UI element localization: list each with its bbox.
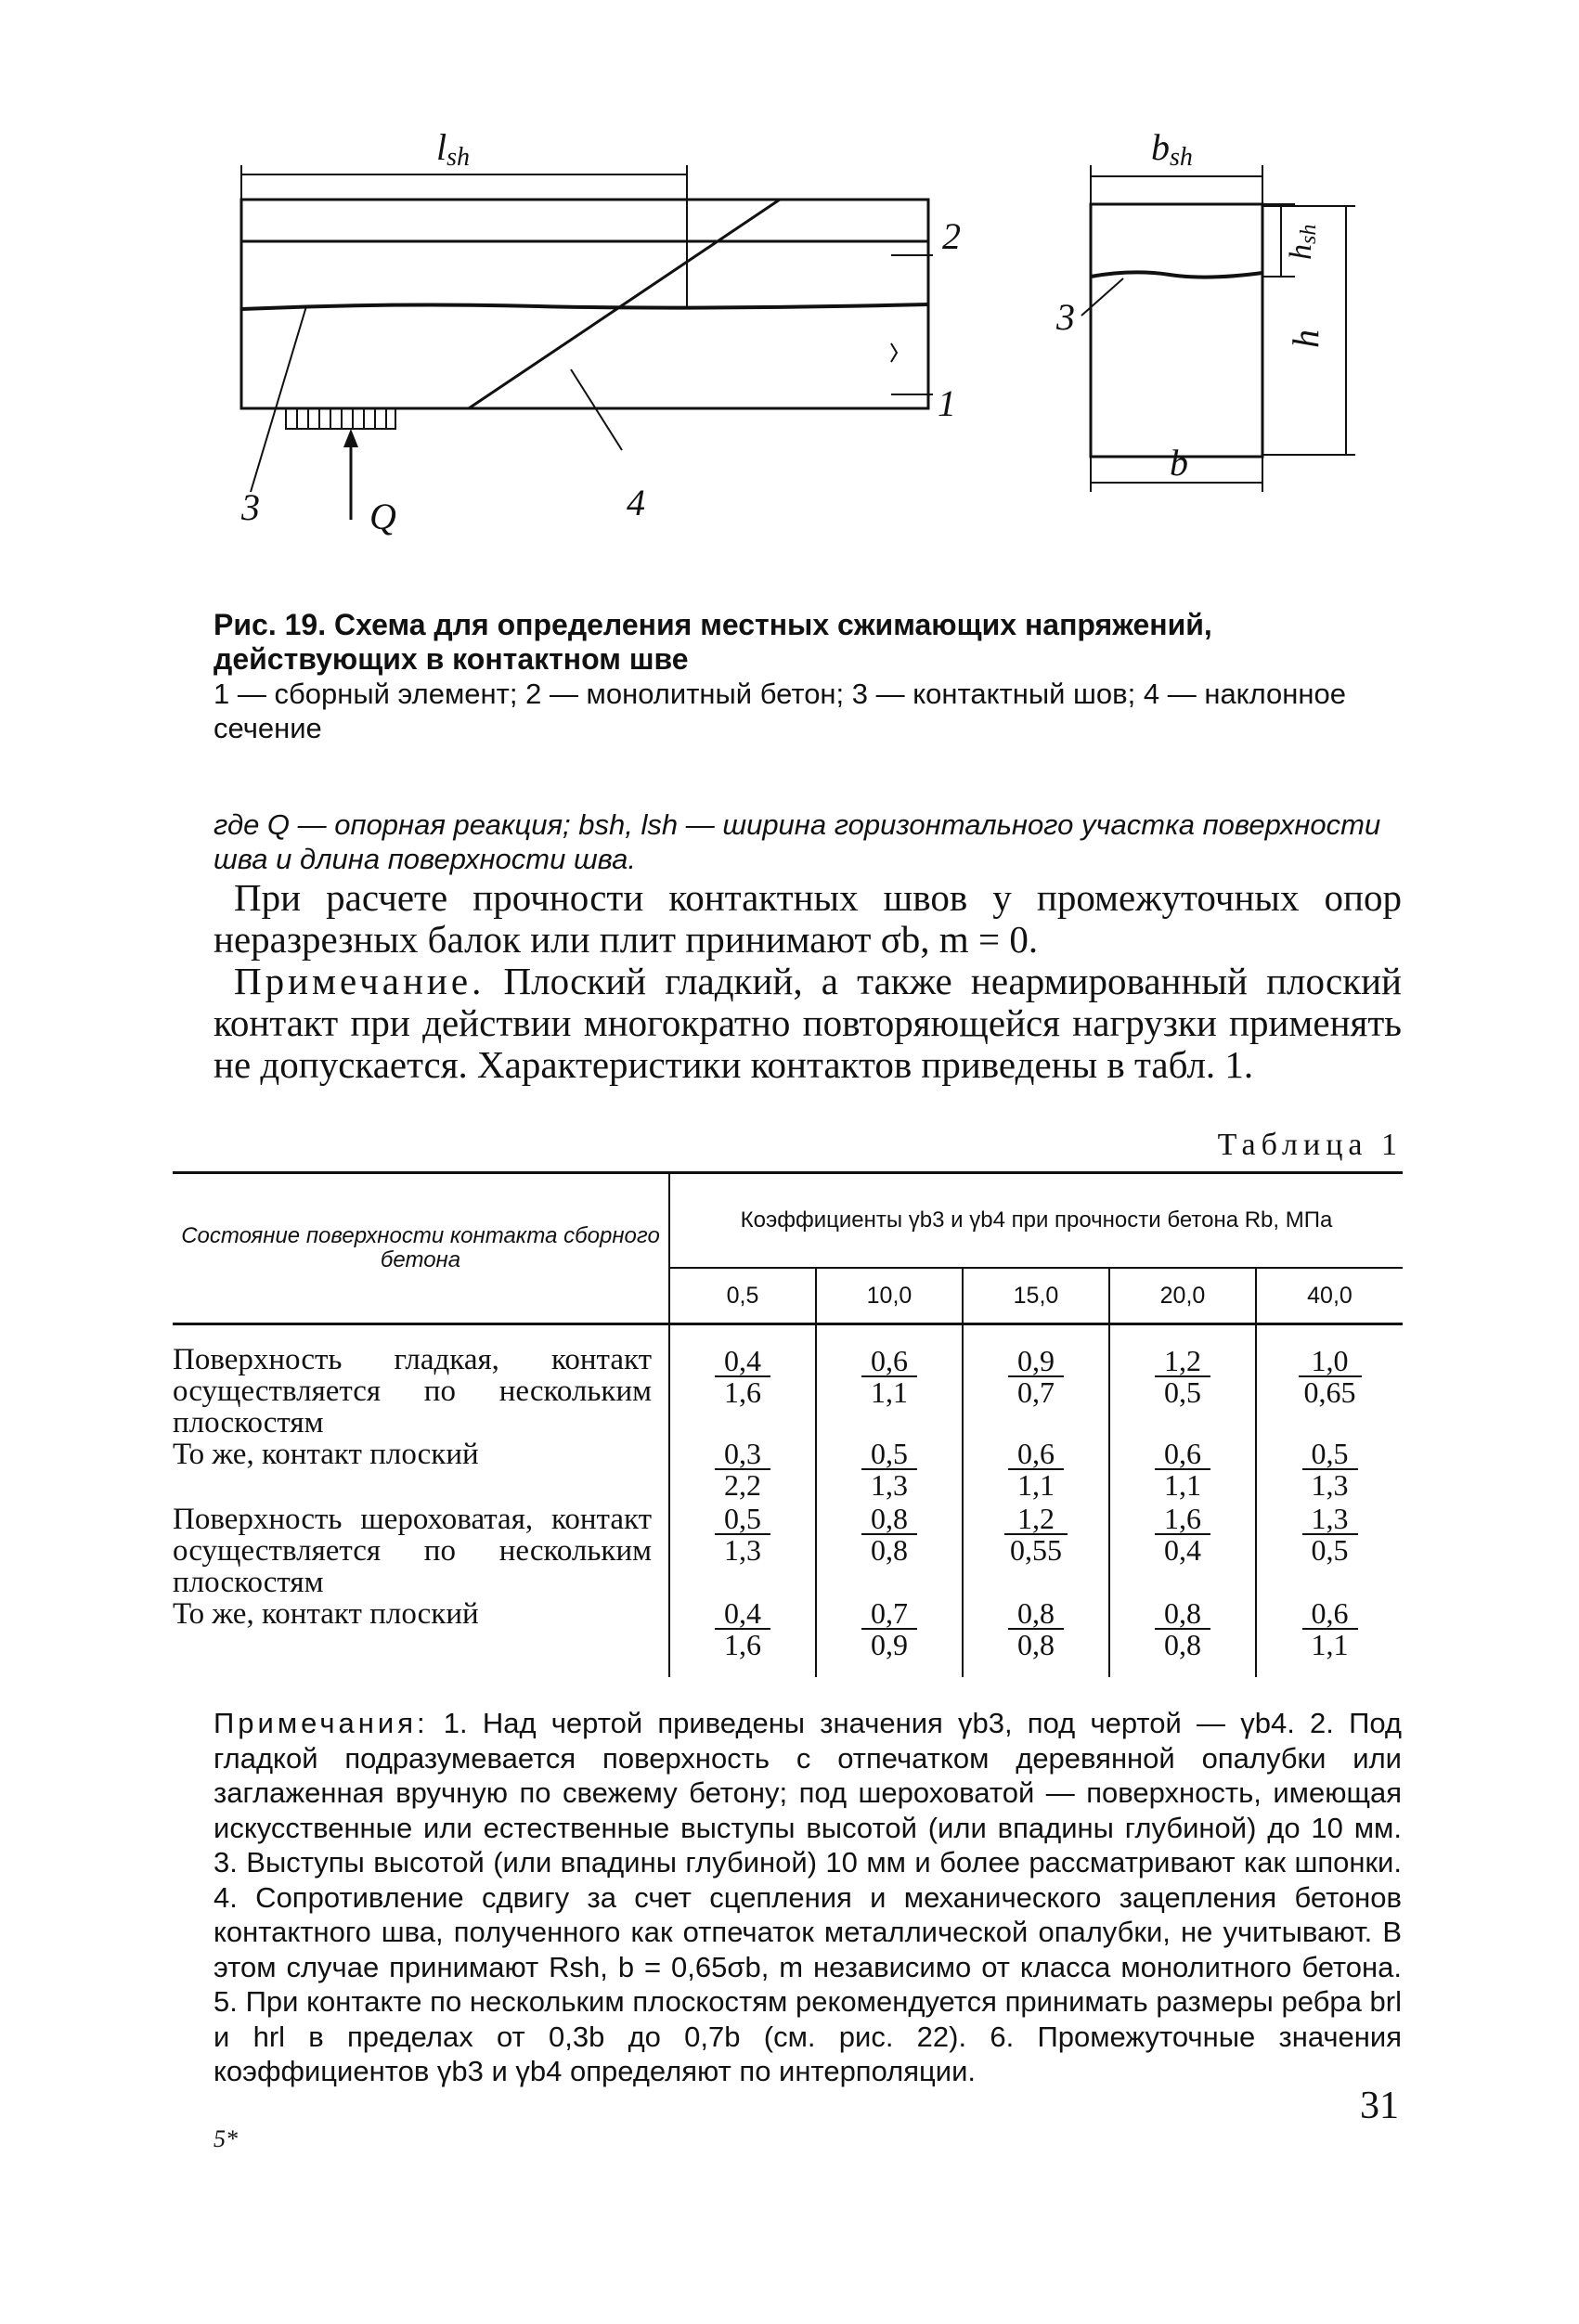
header-strength: 40,0 xyxy=(1256,1268,1403,1324)
note-text: Плоский гладкий, а также неармированный плоский контакт при действии многократно повторяющейся нагрузки применять не допускается. Характеристики контактов приведены в табл. 1. xyxy=(214,960,1402,1086)
row-condition: То же, контакт плоский xyxy=(173,1438,479,1471)
caption-legend: 1 — сборный элемент; 2 — монолитный бетон; 3 — контактный шов; 4 — наклонное сечение xyxy=(214,678,1346,744)
figure-caption xyxy=(214,608,1402,745)
coef-fraction: $\frac{1,3}{0,5}$ xyxy=(1302,1504,1358,1565)
coef-fraction: $\frac{1,2}{0,5}$ xyxy=(1155,1346,1210,1407)
header-strength: 10,0 xyxy=(816,1268,963,1324)
paragraph-note xyxy=(214,961,1402,1086)
table-row xyxy=(173,1504,1403,1598)
coef-fraction: $\frac{0,5}{1,3}$ xyxy=(1302,1439,1358,1500)
load-arrow-head xyxy=(343,429,358,447)
header-strength: 15,0 xyxy=(963,1268,1109,1324)
table-row xyxy=(173,1324,1403,1440)
paragraph-intermediate-supports: При расчете прочности контактных швов у промежуточных опор неразрезных балок или плит принимают σb, m = 0. xyxy=(214,876,1402,961)
coef-fraction: $\frac{0,5}{1,3}$ xyxy=(715,1504,770,1565)
note-lead: Примечание. xyxy=(234,960,485,1002)
label-bsh: bsh xyxy=(1151,126,1193,172)
label-h: h xyxy=(1285,329,1327,348)
row-condition: Поверхность гладкая, контакт осуществляется по нескольким плоскостям xyxy=(173,1343,652,1440)
coef-fraction: $\frac{0,9}{0,7}$ xyxy=(1008,1346,1064,1407)
coef-fraction: $\frac{1,6}{0,4}$ xyxy=(1155,1504,1210,1565)
cross-section-outline xyxy=(1091,204,1262,457)
header-strength: 20,0 xyxy=(1109,1268,1256,1324)
caption-title: Рис. 19. Схема для определения местных сжимающих напряжений, действующих в контактном шве xyxy=(214,608,1212,676)
sheet-mark: 5* xyxy=(214,2125,238,2152)
header-condition: Состояние поверхности контакта сборного бетона xyxy=(173,1173,669,1324)
row-condition: То же, контакт плоский xyxy=(173,1597,479,1631)
label-b: b xyxy=(1170,442,1188,484)
table-notes xyxy=(214,1706,1402,2089)
coef-fraction: $\frac{0,8}{0,8}$ xyxy=(1008,1598,1064,1659)
label-3-right: 3 xyxy=(1056,296,1075,338)
coef-fraction: $\frac{0,4}{1,6}$ xyxy=(715,1598,770,1659)
label-hsh: hsh xyxy=(1284,224,1321,260)
contact-characteristics-table xyxy=(173,1171,1403,1677)
coef-fraction: $\frac{1,0}{0,65}$ xyxy=(1299,1346,1362,1407)
header-strength: 0,5 xyxy=(669,1268,816,1324)
label-1: 1 xyxy=(938,382,956,424)
table-title: Таблица 1 xyxy=(1217,1128,1403,1162)
label-q: Q xyxy=(369,496,396,537)
label-4: 4 xyxy=(627,482,645,523)
coef-fraction: $\frac{0,6}{1,1}$ xyxy=(1155,1439,1210,1500)
coef-fraction: $\frac{0,6}{1,1}$ xyxy=(1008,1439,1064,1500)
table-row xyxy=(173,1439,1403,1504)
where-explanation: где Q — опорная реакция; bsh, lsh — ширина горизонтального участка поверхности шва и длина поверхности шва. xyxy=(214,808,1381,875)
header-coefficients: Коэффициенты γb3 и γb4 при прочности бетона Rb, МПа xyxy=(669,1173,1403,1269)
coef-fraction: $\frac{0,8}{0,8}$ xyxy=(861,1504,917,1565)
coef-fraction: $\frac{0,6}{1,1}$ xyxy=(1302,1598,1358,1659)
label-2: 2 xyxy=(942,215,961,257)
notes-text: 1. Над чертой приведены значения γb3, под чертой — γb4. 2. Под гладкой подразумевается поверхность с отпечатком деревянной опалубки или заглаженная вручную по свежему бетону; под шероховатой — поверхность, имеющая искусственные или естественные выступы высотой (или впадины глубиной) до 10 мм. 3. Выступы высотой (или впадины глубиной) 10 мм и более рассматривают как шпонки. 4. Сопротивление сдвигу за счет сцепления и механического зацепления бетонов контактного шва, полученного как отпечаток металлической опалубки, не учитывают. В этом случае принимают Rsh, b = 0,65σb, m независимо от класса монолитного бетона. 5. При контакте по нескольким плоскостям рекомендуется принимать размеры ребра brl и hrl в пределах от 0,3b до 0,7b (см. рис. 22). 6. Промежуточные значения коэффициентов γb3 и γb4 определяют по интерполяции. xyxy=(214,1707,1402,2087)
notes-lead: Примечания: xyxy=(214,1707,429,1739)
coef-fraction: $\frac{1,2}{0,55}$ xyxy=(1004,1504,1068,1565)
coef-fraction: $\frac{0,7}{0,9}$ xyxy=(861,1598,917,1659)
coef-fraction: $\frac{0,5}{1,3}$ xyxy=(861,1439,917,1500)
coef-fraction: $\frac{0,3}{2,2}$ xyxy=(715,1439,770,1500)
label-3-left: 3 xyxy=(241,486,260,528)
page-number: 31 xyxy=(1360,2085,1399,2127)
row-condition: Поверхность шероховатая, контакт осуществляется по нескольким плоскостям xyxy=(173,1503,652,1599)
coef-fraction: $\frac{0,8}{0,8}$ xyxy=(1155,1598,1210,1659)
figure-19 xyxy=(204,121,1411,603)
label-lsh: lsh xyxy=(436,126,471,172)
table-row xyxy=(173,1598,1403,1677)
coef-fraction: $\frac{0,6}{1,1}$ xyxy=(861,1346,917,1407)
coef-fraction: $\frac{0,4}{1,6}$ xyxy=(715,1346,770,1407)
